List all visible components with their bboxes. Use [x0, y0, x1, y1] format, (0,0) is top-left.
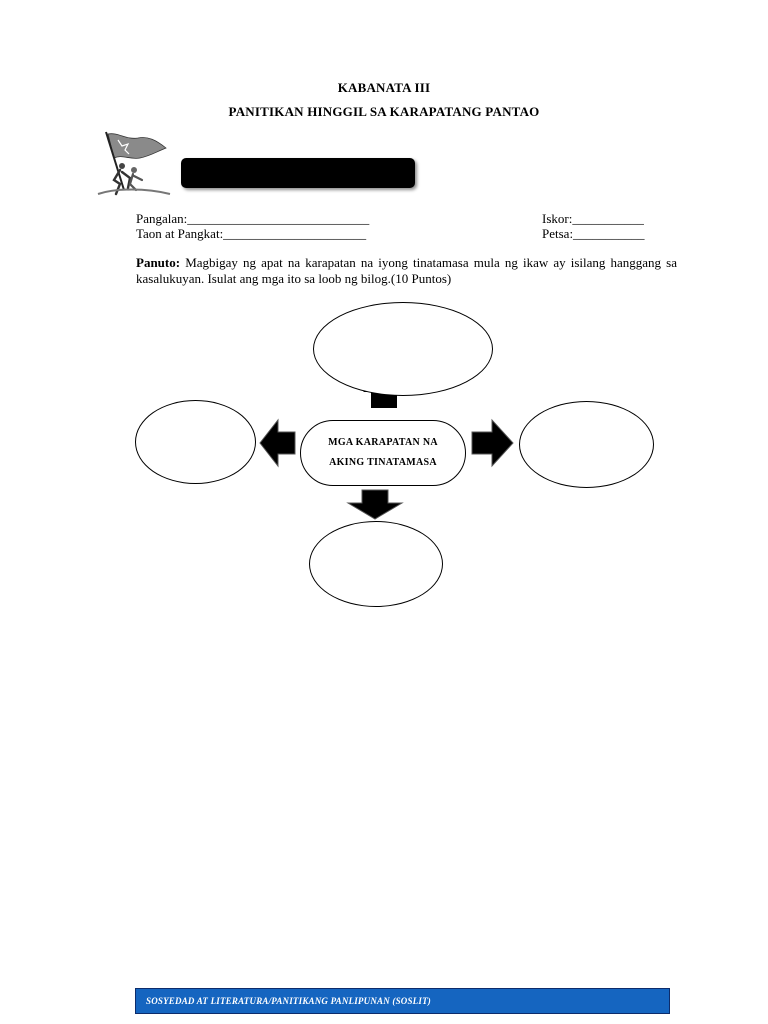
center-topic [300, 420, 466, 486]
answer-ellipse-top[interactable] [313, 302, 493, 396]
answer-ellipse-left[interactable] [135, 400, 256, 484]
answer-ellipse-right[interactable] [519, 401, 654, 488]
arrow-right-icon [472, 420, 513, 466]
score-field: Iskor:___________ [542, 211, 644, 226]
chapter-heading: KABANATA III [337, 80, 431, 95]
arrow-down-icon [348, 490, 402, 519]
date-field: Petsa:___________ [542, 226, 645, 241]
arrow-left-icon [260, 420, 295, 466]
answer-ellipse-bottom[interactable] [309, 521, 443, 607]
name-field: Pangalan:____________________________ [136, 211, 370, 226]
year-section-field: Taon at Pangkat:______________________ [136, 226, 367, 241]
page-title: PANITIKAN HINGGIL SA KARAPATANG PANTAO [228, 104, 540, 119]
instructions-text: Magbigay ng apat na karapatan na iyong tinatamasa mula ng ikaw ay isilang hanggang sa kasalukuyan. Isulat ang mga ito sa loob ng bilog.(10 Puntos) [136, 255, 677, 286]
center-topic-line1: MGA KARAPATAN NA [328, 437, 438, 448]
footer-banner [135, 988, 670, 1014]
center-topic-line2: AKING TINATAMASA [329, 457, 437, 468]
instructions-label: Panuto: [136, 255, 181, 270]
footer-text: SOSYEDAD AT LITERATURA/PANITIKANG PANLIPUNAN (SOSLIT) [146, 996, 431, 1006]
